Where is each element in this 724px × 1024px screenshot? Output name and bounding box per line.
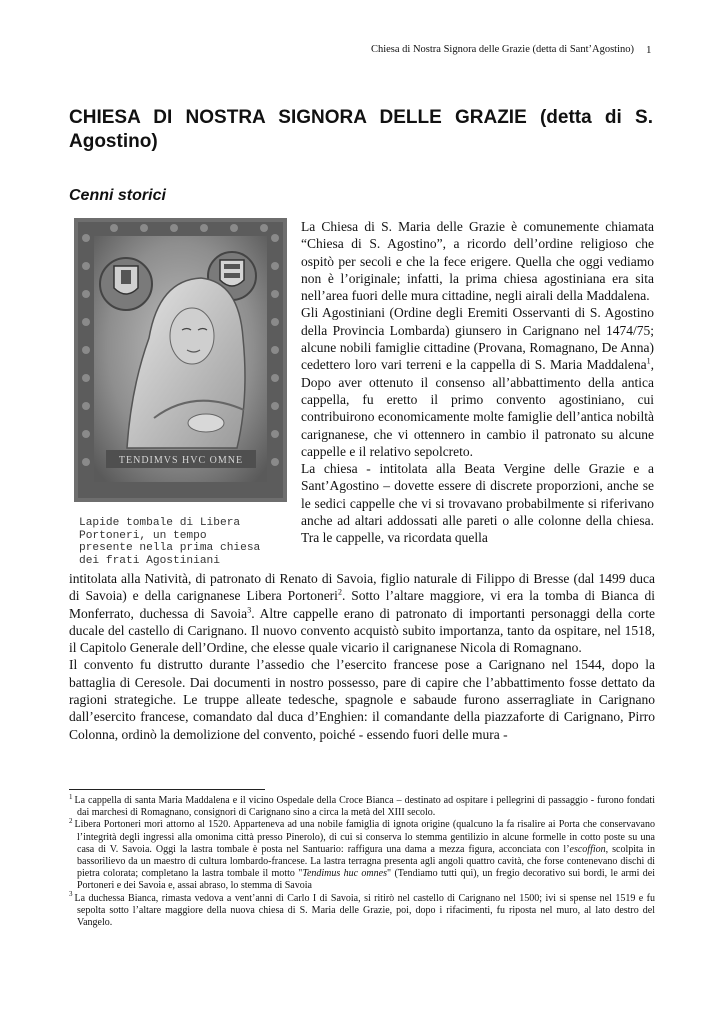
- body-text-lower: [69, 570, 655, 743]
- caption-line: presente nella prima chiesa: [79, 542, 261, 555]
- footnote-separator: [69, 789, 265, 790]
- footnote-reference[interactable]: 2: [337, 587, 342, 597]
- page-number: 1: [646, 44, 652, 56]
- document-title: CHIESA DI NOSTRA SIGNORA DELLE GRAZIE (detta di S. Agostino): [69, 107, 653, 152]
- figure-caption: [79, 517, 281, 567]
- footnote-3: $^3$ La duchessa Bianca, rimasta vedova a vent’anni di Carlo I di Savoia, si ritirò nel castello di Carignano nel 1500; ivi si spense nel 1519 e fu sepolta sotto l’altare maggiore della nuova chiesa di S. Maria delle Grazie, poi, dopo i rifacimenti, fu riposta nel muro, al lato destro del Vangelo.: [69, 890, 655, 929]
- paragraph: intitolata alla Natività, di patronato di Renato di Savoia, figlio naturale di Filippo di Bresse (dal 1499 duca di Savoia) e della carignanese Libera Portoneri$^2$. Sotto l’altare maggiore, vi era la tomba di Bianca di Monferrato, duchessa di Savoia$^3$. Altre cappelle erano di patronato di importanti personaggi della corte ducale del castello di Carignano. Il nuovo convento acquistò subito importanza, tanto da ospitare, nel 1518, il Capitolo Generale dell’Ordine, che elesse quale vicario il carignanese Nicola di Romagnano.: [69, 571, 656, 656]
- running-header: Chiesa di Nostra Signora delle Grazie (detta di Sant’Agostino): [370, 44, 634, 55]
- paragraph: La chiesa - intitolata alla Beata Vergine delle Grazie e a Sant’Agostino – dovette essere di discrete proporzioni, anche se le sedici cappelle che vi si trovavano probabilmente si riferivano anche ad altari addossati alle pareti o alle colonne della chiesa. Tra le cappelle, va ricordata quella: [301, 461, 654, 546]
- caption-line: dei frati Agostiniani: [79, 554, 220, 567]
- tombstone-image: [74, 218, 287, 502]
- footnote-number: 3: [69, 890, 73, 899]
- footnote-2: $^2$ Libera Portoneri morì attorno al 1520. Apparteneva ad una nobile famiglia di ignota origine (qualcuno la fa risalire ai Porta che conservavano l’integrità degli ingressi alla omonima città presso Pinerolo), di cui si conserva lo stemma gentilizio in alcune formelle in cotto poste su una casa di V. Savoia. Oggi la lastra tombale è posta nel Santuario: raffigura una dama a mezza figura, acconciata con l’escoffion, scolpita in bassorilievo da un maestro di cultura lombardo-francese. La lastra terragna presenta agli angoli quattro cavità, che forse contenevano dischi di pietra colorata; completano la lastra tombale il motto "Tendimus huc omnes" (Tendiamo tutti qui), un fregio decorativo sui bordi, le armi dei Portoneri e dei Savoia e, assai abraso, lo stemma di Savoia: [69, 817, 656, 892]
- caption-line: Portoneri, un tempo: [79, 529, 207, 542]
- footnotes: [69, 792, 656, 929]
- paragraph: Gli Agostiniani (Ordine degli Eremiti Osservanti di S. Agostino della Provincia Lombarda) giunsero in Carignano nel 1474/75; alcune nobili famiglie cittadine (Provana, Romagnano, De Anna) cedettero loro vari terreni e la cappella di S. Maria Maddalena$^1$, Dopo aver ottenuto il consenso all’abbattimento della antica cappella, fu eretto il primo convento agostiniano, cui contribuirono economicamente molte famiglie dell’antica nobiltà carignanese, che vi ottennero in cambio il patronato su alcune cappelle e il relativo sepolcreto.: [301, 305, 654, 459]
- footnote-number: 2: [69, 817, 73, 826]
- footnote-reference[interactable]: 3: [247, 605, 252, 615]
- footnote-number: 1: [69, 792, 73, 801]
- footnote-1: $^1$ La cappella di santa Maria Maddalena e il vicino Ospedale della Croce Bianca – destinato ad ospitare i pellegrini di passaggio - furono fondati dai marchesi di Romagnano, consignori di Carignano sino a circa la metà del XIII secolo.: [69, 792, 655, 819]
- paragraph: Il convento fu distrutto durante l’assedio che l’esercito francese pose a Carignano nel 1544, dopo la battaglia di Ceresole. Dai documenti in nostro possesso, pare di capire che l’abbattimento fosse dettato da ragioni strategiche. Le truppe alleate tedesche, spagnole e sabaude furono asserragliate in Carignano dall’esercito francese, comandato dal duca d’Enghien: il comandante della piazzaforte di Carignano, Pirro Colonna, ordinò la demolizione del convento, poiché - essendo fuori delle mura -: [69, 657, 655, 742]
- coat-of-arms-left: [100, 258, 152, 310]
- footnote-reference[interactable]: 1: [646, 356, 651, 366]
- caption-line: Lapide tombale di Libera: [79, 517, 241, 529]
- section-title: Cenni storici: [69, 187, 166, 204]
- paragraph: La Chiesa di S. Maria delle Grazie è comunemente chiamata “Chiesa di S. Agostino”, a ricordo dell’ordine religioso che ospitò per secoli e che la fece erigere. Quella che oggi vediamo non è l’originale; infatti, la prima chiesa agostiniana era sita nell’area fuori delle mura cittadine, negli airali della Maddalena.: [301, 219, 654, 304]
- body-text-upper: [301, 218, 654, 547]
- tombstone-inscription: TENDIMVS HVC OMNE: [118, 455, 244, 466]
